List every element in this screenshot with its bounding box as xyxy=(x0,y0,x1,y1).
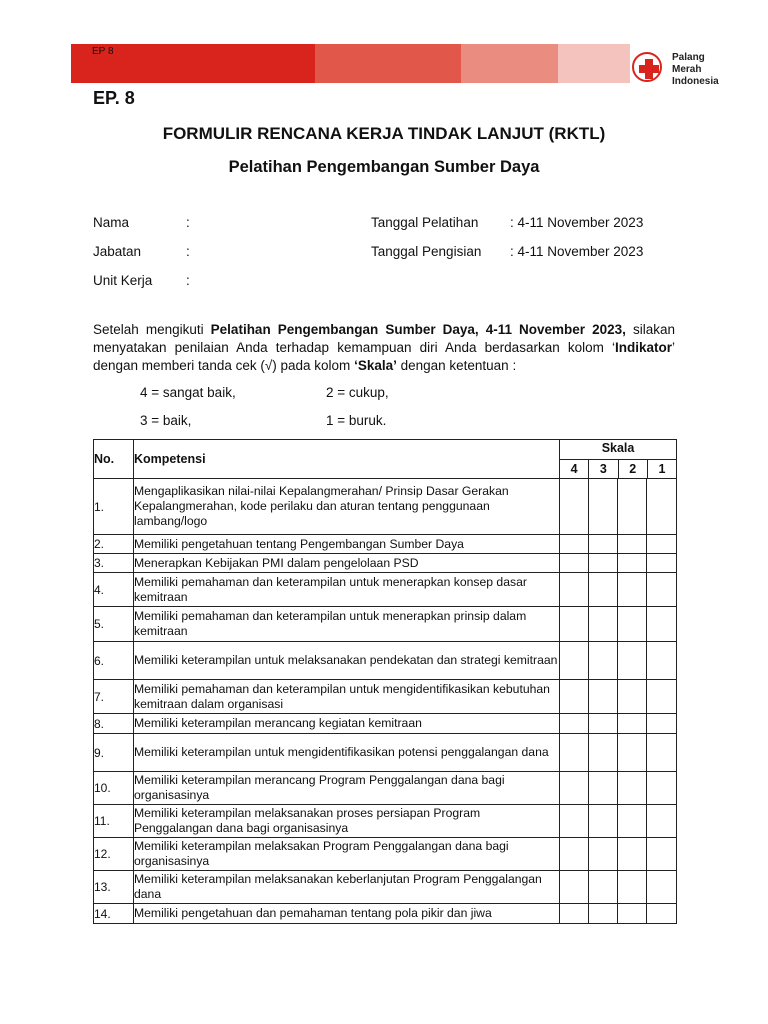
row-number: 8. xyxy=(94,714,134,734)
skala-check-cell-3[interactable] xyxy=(589,554,618,573)
tanggal-pengisian-value: : 4-11 November 2023 xyxy=(510,244,644,259)
skala-check-cell-3[interactable] xyxy=(589,573,618,607)
header-skala xyxy=(560,440,677,479)
skala-check-cell-1[interactable] xyxy=(647,805,677,838)
instr-bold: Indikator xyxy=(614,340,672,355)
table-row xyxy=(94,714,677,734)
skala-check-cell-4[interactable] xyxy=(560,479,589,535)
jabatan-separator: : xyxy=(186,244,190,259)
competency-table xyxy=(93,439,677,924)
skala-check-cell-3[interactable] xyxy=(589,714,618,734)
row-kompetensi: Memiliki keterampilan untuk melaksanakan pendekatan dan strategi kemitraan xyxy=(134,642,560,680)
skala-check-cell-3[interactable] xyxy=(589,734,618,772)
skala-check-cell-1[interactable] xyxy=(647,535,677,554)
table-row xyxy=(94,554,677,573)
header-band-light xyxy=(461,44,558,83)
logo-line: Palang xyxy=(672,52,705,63)
skala-check-cell-2[interactable] xyxy=(618,554,647,573)
skala-check-cell-3[interactable] xyxy=(589,772,618,805)
row-number: 7. xyxy=(94,680,134,714)
header-band-pale xyxy=(558,44,630,83)
skala-check-cell-2[interactable] xyxy=(618,772,647,805)
tanggal-pelatihan-value: : 4-11 November 2023 xyxy=(510,215,644,230)
form-subtitle: Pelatihan Pengembangan Sumber Daya xyxy=(228,158,540,176)
skala-check-cell-2[interactable] xyxy=(618,871,647,904)
instructions-paragraph xyxy=(93,321,675,375)
scale-legend-4: 4 = sangat baik, xyxy=(140,385,236,400)
tanggal-pengisian-label: Tanggal Pengisian xyxy=(371,244,482,259)
skala-check-cell-3[interactable] xyxy=(589,607,618,642)
row-kompetensi: Memiliki pemahaman dan keterampilan untuk mengidentifikasikan kebutuhan kemitraan dalam organisasi xyxy=(134,680,560,714)
table-row xyxy=(94,680,677,714)
red-cross-icon xyxy=(632,52,662,82)
skala-check-cell-3[interactable] xyxy=(589,871,618,904)
row-kompetensi: Memiliki keterampilan untuk mengidentifikasikan potensi penggalangan dana xyxy=(134,734,560,772)
skala-check-cell-2[interactable] xyxy=(618,805,647,838)
skala-check-cell-4[interactable] xyxy=(560,734,589,772)
instr-bold: ‘Skala’ xyxy=(354,358,397,373)
table-row xyxy=(94,772,677,805)
instr-text: dengan ketentuan : xyxy=(396,358,517,373)
skala-check-cell-4[interactable] xyxy=(560,904,589,924)
skala-check-cell-2[interactable] xyxy=(618,607,647,642)
skala-check-cell-3[interactable] xyxy=(589,680,618,714)
skala-check-cell-3[interactable] xyxy=(589,904,618,924)
skala-check-cell-3[interactable] xyxy=(589,805,618,838)
skala-check-cell-2[interactable] xyxy=(618,573,647,607)
table-row xyxy=(94,607,677,642)
skala-check-cell-2[interactable] xyxy=(618,714,647,734)
jabatan-label: Jabatan xyxy=(93,244,142,259)
row-kompetensi: Memiliki keterampilan melaksanakan keberlanjutan Program Penggalangan dana xyxy=(134,871,560,904)
skala-check-cell-2[interactable] xyxy=(618,479,647,535)
skala-check-cell-1[interactable] xyxy=(647,904,677,924)
skala-check-cell-1[interactable] xyxy=(647,772,677,805)
skala-check-cell-4[interactable] xyxy=(560,554,589,573)
row-number: 6. xyxy=(94,642,134,680)
row-number: 12. xyxy=(94,838,134,871)
unit-kerja-label: Unit Kerja xyxy=(93,273,153,288)
skala-label: Skala xyxy=(560,440,676,460)
row-kompetensi: Mengaplikasikan nilai-nilai Kepalangmerahan/ Prinsip Dasar Gerakan Kepalangmerahan, kode perilaku dan aturan tentang penggunaan lambang/logo xyxy=(134,479,560,535)
logo-line: Indonesia xyxy=(672,76,719,87)
row-kompetensi: Memiliki pemahaman dan keterampilan untuk menerapkan prinsip dalam kemitraan xyxy=(134,607,560,642)
row-kompetensi: Memiliki keterampilan merancang kegiatan kemitraan xyxy=(134,714,560,734)
skala-check-cell-2[interactable] xyxy=(618,535,647,554)
table-row xyxy=(94,838,677,871)
skala-check-cell-3[interactable] xyxy=(589,838,618,871)
scale-legend-3: 3 = baik, xyxy=(140,413,192,428)
table-row xyxy=(94,871,677,904)
skala-check-cell-4[interactable] xyxy=(560,805,589,838)
skala-check-cell-1[interactable] xyxy=(647,642,677,680)
skala-col-2: 2 xyxy=(618,460,647,478)
row-number: 14. xyxy=(94,904,134,924)
row-number: 3. xyxy=(94,554,134,573)
logo-text xyxy=(672,52,719,88)
skala-check-cell-1[interactable] xyxy=(647,680,677,714)
skala-check-cell-4[interactable] xyxy=(560,573,589,607)
skala-check-cell-1[interactable] xyxy=(647,479,677,535)
skala-check-cell-2[interactable] xyxy=(618,734,647,772)
skala-check-cell-1[interactable] xyxy=(647,573,677,607)
table-row xyxy=(94,904,677,924)
logo-line: Merah xyxy=(672,64,702,75)
row-number: 5. xyxy=(94,607,134,642)
row-kompetensi: Memiliki pemahaman dan keterampilan untuk menerapkan konsep dasar kemitraan xyxy=(134,573,560,607)
row-number: 10. xyxy=(94,772,134,805)
pmi-logo xyxy=(632,52,752,92)
row-number: 2. xyxy=(94,535,134,554)
row-kompetensi: Memiliki pengetahuan tentang Pengembangan Sumber Daya xyxy=(134,535,560,554)
table-row xyxy=(94,805,677,838)
skala-col-3: 3 xyxy=(588,460,617,478)
skala-check-cell-3[interactable] xyxy=(589,479,618,535)
table-row xyxy=(94,479,677,535)
row-number: 11. xyxy=(94,805,134,838)
skala-check-cell-1[interactable] xyxy=(647,554,677,573)
ep-label: EP. 8 xyxy=(93,88,135,108)
skala-check-cell-1[interactable] xyxy=(647,607,677,642)
row-kompetensi: Menerapkan Kebijakan PMI dalam pengelolaan PSD xyxy=(134,554,560,573)
skala-check-cell-2[interactable] xyxy=(618,680,647,714)
header-band-medium xyxy=(315,44,461,83)
table-row xyxy=(94,642,677,680)
table-row xyxy=(94,734,677,772)
header-band-label: EP 8 xyxy=(92,46,114,57)
skala-check-cell-2[interactable] xyxy=(618,642,647,680)
nama-label: Nama xyxy=(93,215,130,230)
skala-check-cell-4[interactable] xyxy=(560,714,589,734)
skala-check-cell-3[interactable] xyxy=(589,535,618,554)
header-no: No. xyxy=(94,440,134,479)
row-number: 1. xyxy=(94,479,134,535)
scale-legend-2: 2 = cukup, xyxy=(326,385,389,400)
instr-text: Setelah mengikuti xyxy=(93,322,211,337)
scale-legend-1: 1 = buruk. xyxy=(326,413,387,428)
skala-check-cell-4[interactable] xyxy=(560,607,589,642)
row-kompetensi: Memiliki keterampilan merancang Program Penggalangan dana bagi organisasinya xyxy=(134,772,560,805)
row-kompetensi: Memiliki keterampilan melaksanakan proses persiapan Program Penggalangan dana bagi organisasinya xyxy=(134,805,560,838)
skala-check-cell-4[interactable] xyxy=(560,838,589,871)
nama-separator: : xyxy=(186,215,190,230)
skala-check-cell-3[interactable] xyxy=(589,642,618,680)
skala-check-cell-2[interactable] xyxy=(618,838,647,871)
instr-bold: Pelatihan Pengembangan Sumber Daya, 4-11 November 2023, xyxy=(210,322,626,337)
instr-text: ’ dengan memberi tanda cek (√) pada kolom xyxy=(93,340,675,373)
form-title: FORMULIR RENCANA KERJA TINDAK LANJUT (RKTL) xyxy=(162,124,606,143)
skala-check-cell-4[interactable] xyxy=(560,535,589,554)
unit-kerja-separator: : xyxy=(186,273,190,288)
skala-check-cell-1[interactable] xyxy=(647,734,677,772)
table-row xyxy=(94,535,677,554)
skala-check-cell-4[interactable] xyxy=(560,772,589,805)
tanggal-pelatihan-label: Tanggal Pelatihan xyxy=(371,215,479,230)
row-kompetensi: Memiliki pengetahuan dan pemahaman tentang pola pikir dan jiwa xyxy=(134,904,560,924)
row-number: 9. xyxy=(94,734,134,772)
skala-check-cell-4[interactable] xyxy=(560,642,589,680)
skala-check-cell-1[interactable] xyxy=(647,714,677,734)
skala-col-1: 1 xyxy=(647,460,676,478)
header-kompetensi: Kompetensi xyxy=(134,440,560,479)
row-number: 13. xyxy=(94,871,134,904)
row-kompetensi: Memiliki keterampilan melaksakan Program Penggalangan dana bagi organisasinya xyxy=(134,838,560,871)
instr-text: silakan menyatakan penilaian Anda terhadap kemampuan diri Anda berdasarkan kolom ‘ xyxy=(93,322,675,355)
skala-check-cell-4[interactable] xyxy=(560,680,589,714)
skala-check-cell-1[interactable] xyxy=(647,838,677,871)
skala-check-cell-2[interactable] xyxy=(618,904,647,924)
skala-check-cell-4[interactable] xyxy=(560,871,589,904)
skala-check-cell-1[interactable] xyxy=(647,871,677,904)
table-row xyxy=(94,573,677,607)
row-number: 4. xyxy=(94,573,134,607)
skala-col-4: 4 xyxy=(570,462,578,476)
